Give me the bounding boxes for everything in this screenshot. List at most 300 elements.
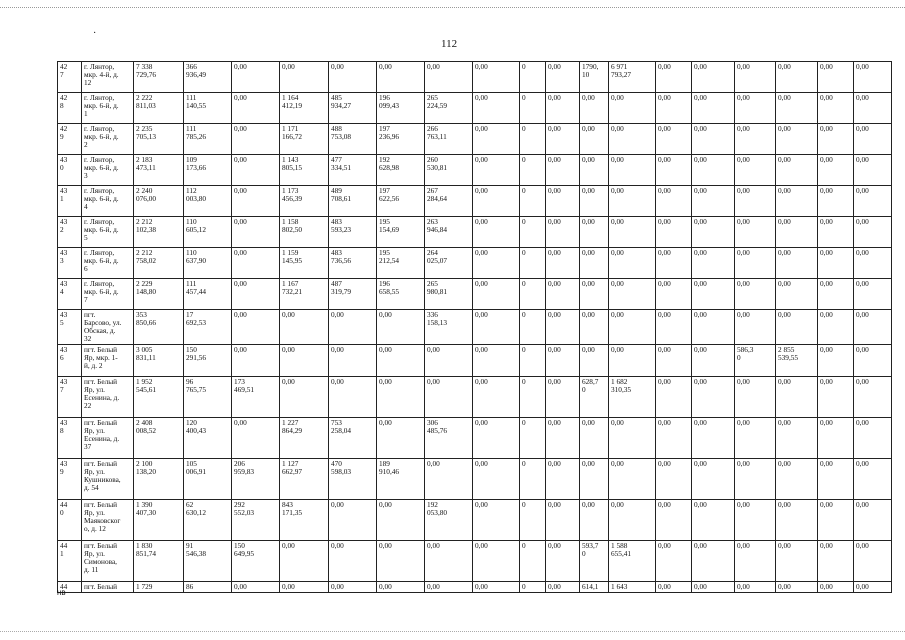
address-cell: пгт. Белый Яр, ул. Симонова, д. 11	[82, 541, 134, 582]
value-cell: 628,7 0	[580, 377, 609, 418]
value-cell: 0,00	[854, 124, 892, 155]
value-cell: 0,00	[232, 418, 280, 459]
value-cell: 150 291,56	[184, 345, 232, 377]
value-cell: 1790, 10	[580, 62, 609, 93]
value-cell: 2 235 705,13	[134, 124, 184, 155]
row-number-cell: 43 5	[58, 310, 82, 345]
value-cell: 0,00	[735, 459, 776, 500]
value-cell: 0,00	[656, 186, 692, 217]
table-row	[58, 248, 892, 279]
value-cell: 0,00	[377, 310, 425, 345]
value-cell: 0,00	[546, 93, 580, 124]
value-cell: 1 173 456,39	[280, 186, 329, 217]
footer-mark: нв	[57, 588, 66, 597]
value-cell: 0,00	[377, 62, 425, 93]
value-cell: 0,00	[377, 541, 425, 582]
value-cell: 0,00	[656, 124, 692, 155]
address-cell: пгт. Белый Яр, ул. Есенина, д. 22	[82, 377, 134, 418]
value-cell: 0,00	[580, 418, 609, 459]
value-cell: 0,00	[280, 541, 329, 582]
value-cell: 0	[520, 279, 546, 310]
row-number-cell: 43 6	[58, 345, 82, 377]
value-cell: 0,00	[776, 155, 818, 186]
value-cell: 1 127 662,97	[280, 459, 329, 500]
value-cell: 0,00	[546, 62, 580, 93]
value-cell: 0	[520, 62, 546, 93]
value-cell: 0,00	[329, 377, 377, 418]
value-cell: 0,00	[546, 186, 580, 217]
value-cell: 0,00	[473, 500, 520, 541]
value-cell: 0,00	[473, 124, 520, 155]
value-cell: 0,00	[656, 217, 692, 248]
row-number-cell: 44 1	[58, 541, 82, 582]
table-row	[58, 500, 892, 541]
address-cell: г. Лянтор, мкр. 6-й, д. 1	[82, 93, 134, 124]
value-cell: 0,00	[735, 582, 776, 593]
value-cell: 477 334,51	[329, 155, 377, 186]
value-cell: 260 530,81	[425, 155, 473, 186]
value-cell: 0,00	[776, 418, 818, 459]
value-cell: 1 588 655,41	[609, 541, 656, 582]
value-cell: 0,00	[580, 500, 609, 541]
value-cell: 2 183 473,11	[134, 155, 184, 186]
value-cell: 487 319,79	[329, 279, 377, 310]
value-cell: 0,00	[735, 62, 776, 93]
value-cell: 267 284,64	[425, 186, 473, 217]
table-row	[58, 62, 892, 93]
row-number-cell: 43 7	[58, 377, 82, 418]
table-row	[58, 377, 892, 418]
table-row	[58, 459, 892, 500]
value-cell: 0,00	[609, 279, 656, 310]
value-cell: 0	[520, 124, 546, 155]
value-cell: 0,00	[580, 459, 609, 500]
value-cell: 0,00	[692, 93, 735, 124]
value-cell: 0,00	[818, 345, 854, 377]
value-cell: 0,00	[329, 310, 377, 345]
value-cell: 111 457,44	[184, 279, 232, 310]
value-cell: 0,00	[656, 279, 692, 310]
scan-edge-top	[0, 7, 905, 8]
value-cell: 0,00	[609, 93, 656, 124]
value-cell: 0,00	[546, 248, 580, 279]
address-cell: г. Лянтор, мкр. 6-й, д. 7	[82, 279, 134, 310]
address-cell: г. Лянтор, мкр. 6-й, д. 5	[82, 217, 134, 248]
value-cell: 586,3 0	[735, 345, 776, 377]
value-cell: 0,00	[776, 217, 818, 248]
row-number-cell: 42 7	[58, 62, 82, 93]
value-cell: 0,00	[546, 582, 580, 593]
value-cell: 1 164 412,19	[280, 93, 329, 124]
address-cell: пгт. Барсово, ул. Обская, д. 32	[82, 310, 134, 345]
value-cell: 0,00	[692, 155, 735, 186]
table-row	[58, 155, 892, 186]
value-cell: 195 212,54	[377, 248, 425, 279]
row-number-cell: 43 2	[58, 217, 82, 248]
value-cell: 0,00	[546, 459, 580, 500]
value-cell: 0,00	[818, 217, 854, 248]
value-cell: 0,00	[377, 418, 425, 459]
value-cell: 0,00	[854, 541, 892, 582]
value-cell: 0,00	[776, 541, 818, 582]
value-cell: 0,00	[546, 310, 580, 345]
value-cell: 0,00	[692, 124, 735, 155]
value-cell: 0	[520, 377, 546, 418]
value-cell: 0,00	[232, 582, 280, 593]
table-row	[58, 186, 892, 217]
value-cell: 0,00	[818, 541, 854, 582]
value-cell: 0,00	[854, 418, 892, 459]
value-cell: 0	[520, 186, 546, 217]
value-cell: 0	[520, 418, 546, 459]
value-cell: 0,00	[280, 310, 329, 345]
value-cell: 0,00	[473, 345, 520, 377]
value-cell: 0,00	[546, 217, 580, 248]
value-cell: 0,00	[692, 377, 735, 418]
value-cell: 0,00	[818, 500, 854, 541]
value-cell: 0,00	[329, 62, 377, 93]
value-cell: 0,00	[656, 582, 692, 593]
value-cell: 0,00	[425, 459, 473, 500]
value-cell: 0,00	[425, 62, 473, 93]
value-cell: 336 158,13	[425, 310, 473, 345]
value-cell: 86	[184, 582, 232, 593]
value-cell: 2 100 138,20	[134, 459, 184, 500]
value-cell: 0,00	[656, 459, 692, 500]
value-cell: 0,00	[609, 124, 656, 155]
value-cell: 0,00	[818, 124, 854, 155]
value-cell: 0,00	[818, 279, 854, 310]
value-cell: 0,00	[692, 186, 735, 217]
value-cell: 0,00	[854, 345, 892, 377]
value-cell: 0,00	[232, 248, 280, 279]
value-cell: 0,00	[232, 93, 280, 124]
value-cell: 17 692,53	[184, 310, 232, 345]
value-cell: 0,00	[609, 459, 656, 500]
value-cell: 0,00	[280, 345, 329, 377]
scan-edge-bottom	[0, 631, 905, 632]
value-cell: 0,00	[473, 155, 520, 186]
value-cell: 0,00	[425, 345, 473, 377]
table-row	[58, 582, 892, 593]
value-cell: 0	[520, 582, 546, 593]
value-cell: 0,00	[546, 500, 580, 541]
value-cell: 0,00	[776, 62, 818, 93]
value-cell: 0,00	[580, 186, 609, 217]
value-cell: 0,00	[656, 93, 692, 124]
value-cell: 96 765,75	[184, 377, 232, 418]
value-cell: 0,00	[473, 217, 520, 248]
table-row	[58, 217, 892, 248]
value-cell: 0,00	[735, 124, 776, 155]
value-cell: 483 593,23	[329, 217, 377, 248]
value-cell: 2 229 148,80	[134, 279, 184, 310]
value-cell: 0	[520, 459, 546, 500]
value-cell: 0,00	[232, 186, 280, 217]
value-cell: 0,00	[854, 582, 892, 593]
value-cell: 0,00	[232, 155, 280, 186]
value-cell: 0,00	[329, 500, 377, 541]
value-cell: 0	[520, 345, 546, 377]
value-cell: 173 469,51	[232, 377, 280, 418]
value-cell: 485 934,27	[329, 93, 377, 124]
value-cell: 1 830 851,74	[134, 541, 184, 582]
data-table	[57, 61, 892, 593]
value-cell: 0,00	[735, 155, 776, 186]
row-number-cell: 43 0	[58, 155, 82, 186]
value-cell: 1 643	[609, 582, 656, 593]
row-number-cell: 43 8	[58, 418, 82, 459]
value-cell: 263 946,84	[425, 217, 473, 248]
value-cell: 0,00	[425, 377, 473, 418]
value-cell: 0,00	[854, 62, 892, 93]
value-cell: 7 338 729,76	[134, 62, 184, 93]
value-cell: 1 159 145,95	[280, 248, 329, 279]
value-cell: 0,00	[580, 124, 609, 155]
value-cell: 0,00	[776, 582, 818, 593]
value-cell: 0,00	[546, 418, 580, 459]
value-cell: 0,00	[580, 345, 609, 377]
value-cell: 62 630,12	[184, 500, 232, 541]
row-number-cell: 42 9	[58, 124, 82, 155]
value-cell: 0	[520, 93, 546, 124]
value-cell: 110 605,12	[184, 217, 232, 248]
row-number-cell: 42 8	[58, 93, 82, 124]
value-cell: 0,00	[854, 93, 892, 124]
value-cell: 614,1	[580, 582, 609, 593]
value-cell: 470 598,03	[329, 459, 377, 500]
value-cell: 0,00	[692, 217, 735, 248]
value-cell: 0,00	[692, 62, 735, 93]
value-cell: 1 729	[134, 582, 184, 593]
value-cell: 0,00	[854, 377, 892, 418]
value-cell: 0,00	[735, 186, 776, 217]
value-cell: 0,00	[656, 377, 692, 418]
value-cell: 0,00	[656, 155, 692, 186]
value-cell: 3 005 831,11	[134, 345, 184, 377]
value-cell: 111 785,26	[184, 124, 232, 155]
value-cell: 206 959,83	[232, 459, 280, 500]
value-cell: 0,00	[609, 248, 656, 279]
row-number-cell: 44 0	[58, 500, 82, 541]
value-cell: 0,00	[580, 217, 609, 248]
value-cell: 2 212 758,02	[134, 248, 184, 279]
address-cell: г. Лянтор, мкр. 6-й, д. 3	[82, 155, 134, 186]
value-cell: 0,00	[692, 459, 735, 500]
value-cell: 0	[520, 248, 546, 279]
address-cell: г. Лянтор, мкр. 6-й, д. 4	[82, 186, 134, 217]
value-cell: 0,00	[818, 418, 854, 459]
value-cell: 0,00	[818, 248, 854, 279]
value-cell: 1 682 310,35	[609, 377, 656, 418]
value-cell: 0,00	[473, 248, 520, 279]
value-cell: 0,00	[692, 248, 735, 279]
value-cell: 0,00	[656, 418, 692, 459]
value-cell: 0,00	[232, 124, 280, 155]
value-cell: 0,00	[735, 500, 776, 541]
value-cell: 0,00	[735, 377, 776, 418]
value-cell: 0,00	[735, 279, 776, 310]
table-row	[58, 541, 892, 582]
value-cell: 265 224,59	[425, 93, 473, 124]
value-cell: 0,00	[232, 310, 280, 345]
value-cell: 197 236,96	[377, 124, 425, 155]
value-cell: 0,00	[818, 582, 854, 593]
table-row	[58, 279, 892, 310]
value-cell: 0,00	[609, 155, 656, 186]
address-cell: г. Лянтор, мкр. 4-й, д. 12	[82, 62, 134, 93]
value-cell: 0,00	[656, 500, 692, 541]
value-cell: 0,00	[854, 500, 892, 541]
value-cell: 0,00	[735, 418, 776, 459]
value-cell: 0,00	[546, 345, 580, 377]
value-cell: 0,00	[546, 124, 580, 155]
value-cell: 192 628,98	[377, 155, 425, 186]
value-cell: 1 158 802,50	[280, 217, 329, 248]
value-cell: 2 855 539,55	[776, 345, 818, 377]
value-cell: 0,00	[546, 377, 580, 418]
value-cell: 0,00	[609, 345, 656, 377]
value-cell: 0,00	[377, 377, 425, 418]
value-cell: 306 485,76	[425, 418, 473, 459]
value-cell: 6 971 793,27	[609, 62, 656, 93]
value-cell: 0,00	[776, 93, 818, 124]
value-cell: 0,00	[546, 279, 580, 310]
value-cell: 0,00	[329, 345, 377, 377]
value-cell: 483 736,56	[329, 248, 377, 279]
value-cell: 0,00	[232, 345, 280, 377]
value-cell: 0,00	[473, 582, 520, 593]
value-cell: 843 171,35	[280, 500, 329, 541]
value-cell: 0,00	[656, 62, 692, 93]
value-cell: 0	[520, 217, 546, 248]
value-cell: 0,00	[818, 93, 854, 124]
value-cell: 0,00	[818, 377, 854, 418]
value-cell: 0	[520, 310, 546, 345]
value-cell: 195 154,69	[377, 217, 425, 248]
page-number: 112	[441, 38, 458, 50]
value-cell: 0,00	[280, 582, 329, 593]
value-cell: 0,00	[329, 582, 377, 593]
value-cell: 120 400,43	[184, 418, 232, 459]
value-cell: 0	[520, 500, 546, 541]
table-row	[58, 93, 892, 124]
value-cell: 196 658,55	[377, 279, 425, 310]
value-cell: 0,00	[580, 310, 609, 345]
value-cell: 0,00	[580, 279, 609, 310]
value-cell: 0,00	[656, 541, 692, 582]
address-cell: пгт. Белый Яр, ул. Маяковског о, д. 12	[82, 500, 134, 541]
value-cell: 0,00	[776, 500, 818, 541]
value-cell: 0,00	[546, 155, 580, 186]
value-cell: 1 390 407,30	[134, 500, 184, 541]
value-cell: 0,00	[818, 459, 854, 500]
value-cell: 0,00	[377, 345, 425, 377]
value-cell: 0,00	[473, 377, 520, 418]
value-cell: 266 763,11	[425, 124, 473, 155]
value-cell: 0,00	[546, 541, 580, 582]
value-cell: 366 936,49	[184, 62, 232, 93]
address-cell: пгт. Белый Яр, ул. Есенина, д. 37	[82, 418, 134, 459]
value-cell: 0,00	[735, 248, 776, 279]
value-cell: 1 143 805,15	[280, 155, 329, 186]
address-cell: пгт. Белый Яр, мкр. 1- й, д. 2	[82, 345, 134, 377]
value-cell: 0,00	[473, 418, 520, 459]
value-cell: 0	[520, 155, 546, 186]
value-cell: 0,00	[473, 186, 520, 217]
value-cell: 0,00	[473, 62, 520, 93]
value-cell: 0,00	[776, 248, 818, 279]
value-cell: 0,00	[692, 345, 735, 377]
value-cell: 0,00	[280, 62, 329, 93]
table-row	[58, 418, 892, 459]
value-cell: 0,00	[776, 186, 818, 217]
address-cell: пгт. Белый	[82, 582, 134, 593]
value-cell: 0,00	[609, 500, 656, 541]
value-cell: 0,00	[473, 541, 520, 582]
value-cell: 0,00	[609, 186, 656, 217]
value-cell: 0,00	[735, 541, 776, 582]
table-row	[58, 310, 892, 345]
value-cell: 0,00	[425, 582, 473, 593]
value-cell: 0,00	[776, 124, 818, 155]
value-cell: 0,00	[580, 155, 609, 186]
value-cell: 1 171 166,72	[280, 124, 329, 155]
value-cell: 489 708,61	[329, 186, 377, 217]
value-cell: 0,00	[692, 310, 735, 345]
value-cell: 0,00	[377, 582, 425, 593]
value-cell: 0,00	[580, 93, 609, 124]
value-cell: 192 053,80	[425, 500, 473, 541]
value-cell: 0,00	[776, 459, 818, 500]
value-cell: 0,00	[854, 217, 892, 248]
value-cell: 0,00	[609, 418, 656, 459]
value-cell: 0,00	[854, 248, 892, 279]
table-row	[58, 124, 892, 155]
row-number-cell: 43 4	[58, 279, 82, 310]
value-cell: 91 546,38	[184, 541, 232, 582]
value-cell: 0,00	[692, 418, 735, 459]
scan-dot: ·	[93, 28, 97, 39]
value-cell: 0,00	[473, 279, 520, 310]
value-cell: 265 980,81	[425, 279, 473, 310]
row-number-cell: 43 9	[58, 459, 82, 500]
value-cell: 488 753,08	[329, 124, 377, 155]
value-cell: 2 240 076,00	[134, 186, 184, 217]
value-cell: 111 140,55	[184, 93, 232, 124]
value-cell: 0,00	[473, 459, 520, 500]
value-cell: 0,00	[735, 310, 776, 345]
value-cell: 1 952 545,61	[134, 377, 184, 418]
value-cell: 753 258,04	[329, 418, 377, 459]
value-cell: 0,00	[473, 310, 520, 345]
value-cell: 0,00	[854, 279, 892, 310]
value-cell: 264 025,07	[425, 248, 473, 279]
value-cell: 1 227 864,29	[280, 418, 329, 459]
value-cell: 0,00	[232, 217, 280, 248]
value-cell: 292 552,03	[232, 500, 280, 541]
value-cell: 0,00	[818, 62, 854, 93]
value-cell: 0,00	[818, 310, 854, 345]
value-cell: 112 003,80	[184, 186, 232, 217]
value-cell: 0,00	[776, 377, 818, 418]
value-cell: 0,00	[232, 279, 280, 310]
value-cell: 0,00	[656, 345, 692, 377]
value-cell: 1 167 732,21	[280, 279, 329, 310]
value-cell: 0	[520, 541, 546, 582]
value-cell: 2 222 811,03	[134, 93, 184, 124]
value-cell: 0,00	[656, 248, 692, 279]
